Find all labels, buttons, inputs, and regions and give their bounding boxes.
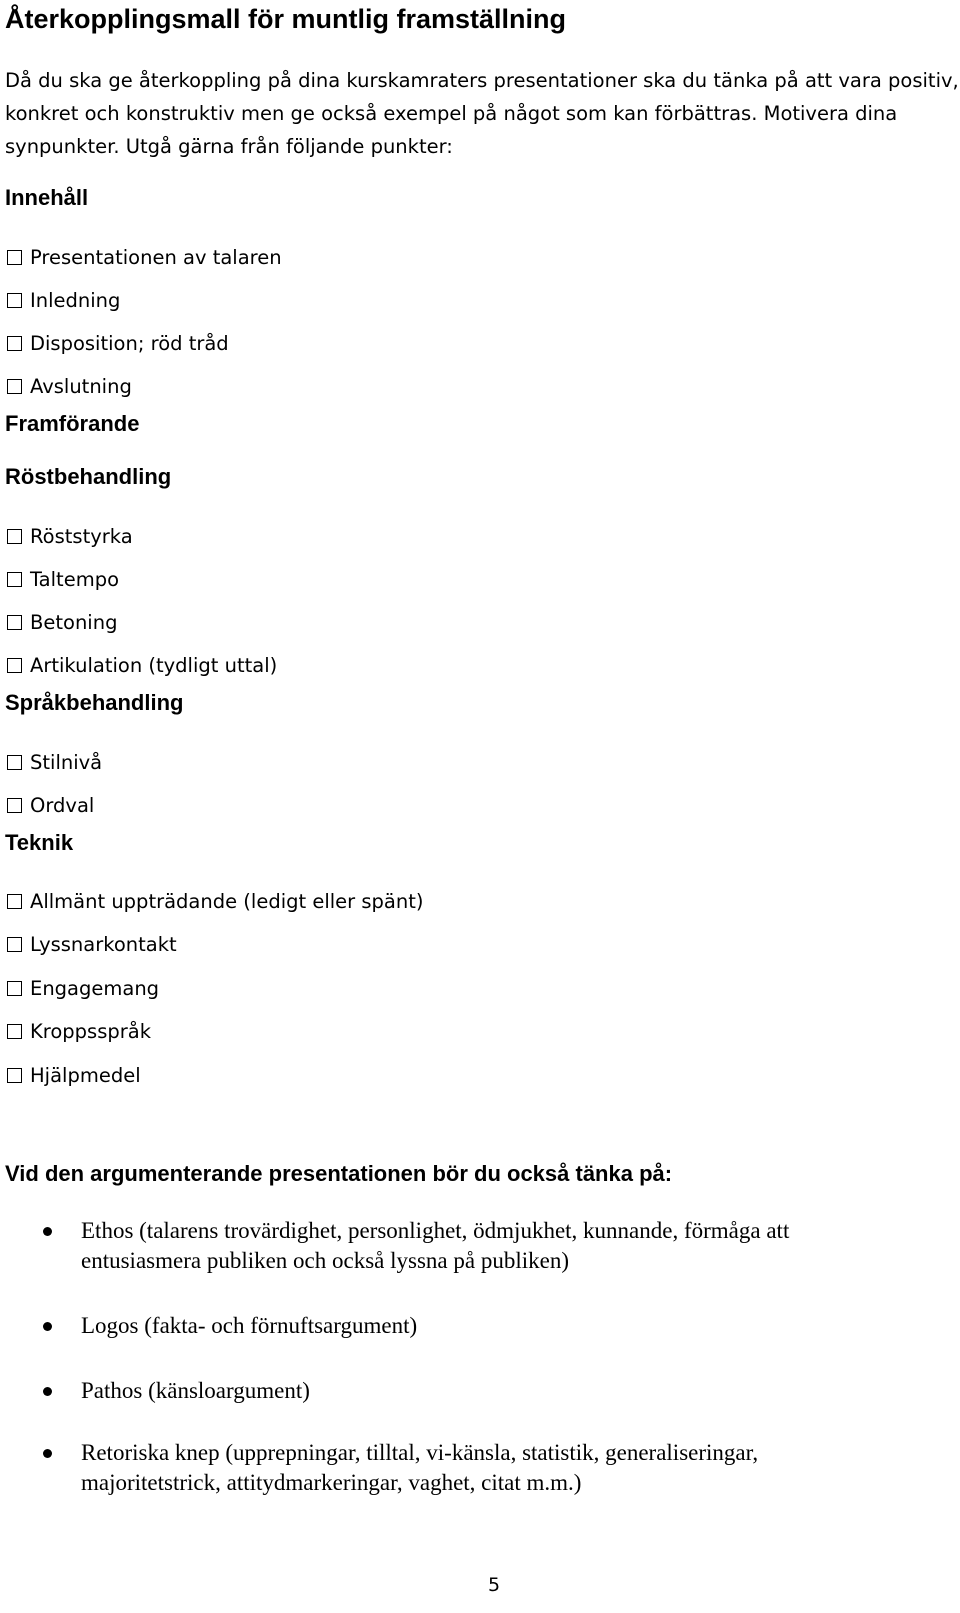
bullet-text-line: Retoriska knep (upprepningar, tilltal, vi-känsla, statistik, generaliseringar, [81, 1440, 759, 1465]
page-title: Återkopplingsmall för muntlig framställning [5, 4, 567, 34]
bullet-icon [43, 1449, 52, 1458]
checklist-item-label: Betoning [30, 610, 118, 634]
checkbox-icon[interactable] [7, 937, 22, 952]
checklist-item-label: Avslutning [30, 374, 132, 398]
bullet-text-line: entusiasmera publiken och också lyssna på publiken) [81, 1248, 569, 1273]
bullet-icon [43, 1227, 52, 1236]
argument-heading: Vid den argumenterande presentationen bör du också tänka på: [5, 1161, 673, 1186]
section-heading-sprakbehandling: Språkbehandling [5, 690, 184, 715]
checkbox-icon[interactable] [7, 379, 22, 394]
checkbox-icon[interactable] [7, 250, 22, 265]
section-heading-rostbehandling: Röstbehandling [5, 464, 172, 489]
checklist-item-label: Ordval [30, 793, 95, 817]
checklist-item[interactable] [7, 522, 133, 550]
bullet-icon [43, 1322, 52, 1331]
checkbox-icon[interactable] [7, 894, 22, 909]
checkbox-icon[interactable] [7, 658, 22, 673]
checklist-item[interactable] [7, 930, 177, 958]
checkbox-icon[interactable] [7, 529, 22, 544]
intro-line: konkret och konstruktiv men ge också exempel på något som kan förbättras. Motivera dina [5, 102, 898, 125]
checkbox-icon[interactable] [7, 798, 22, 813]
intro-line: Då du ska ge återkoppling på dina kurskamraters presentationer ska du tänka på att vara positiv, [5, 69, 959, 92]
bullet-text-line: majoritetstrick, attitydmarkeringar, vaghet, citat m.m.) [81, 1470, 582, 1495]
checklist-item-label: Allmänt uppträdande (ledigt eller spänt) [30, 889, 424, 913]
checkbox-icon[interactable] [7, 755, 22, 770]
checklist-item-label: Kroppsspråk [30, 1019, 152, 1043]
checklist-item-label: Lyssnarkontakt [30, 932, 177, 956]
checklist-item-label: Presentationen av talaren [30, 245, 282, 269]
checklist-item-label: Inledning [30, 288, 121, 312]
checkbox-icon[interactable] [7, 1068, 22, 1083]
bullet-icon [43, 1387, 52, 1396]
checklist-item[interactable] [7, 565, 119, 593]
page-number: 5 [488, 1574, 501, 1596]
checklist-item[interactable] [7, 1017, 151, 1045]
checklist-item-label: Röststyrka [30, 524, 133, 548]
checklist-item[interactable] [7, 887, 424, 915]
intro-paragraph [5, 64, 959, 163]
checkbox-icon[interactable] [7, 1024, 22, 1039]
checklist-item[interactable] [7, 748, 102, 776]
checkbox-icon[interactable] [7, 336, 22, 351]
checkbox-icon[interactable] [7, 615, 22, 630]
checklist-item[interactable] [7, 286, 120, 314]
checkbox-icon[interactable] [7, 293, 22, 308]
checklist-item-label: Engagemang [30, 976, 160, 1000]
section-heading-teknik: Teknik [5, 830, 74, 855]
section-heading-framforande: Framförande [5, 411, 140, 436]
checklist-item[interactable] [7, 651, 277, 679]
checklist-item[interactable] [7, 243, 282, 271]
bullet-text-line: Pathos (känsloargument) [81, 1378, 310, 1403]
checklist-item-label: Artikulation (tydligt uttal) [30, 653, 278, 677]
checklist-item[interactable] [7, 329, 229, 357]
checklist-item[interactable] [7, 608, 117, 636]
intro-line: synpunkter. Utgå gärna från följande punkter: [5, 135, 453, 158]
checklist-item[interactable] [7, 1061, 141, 1089]
checklist-item[interactable] [7, 974, 159, 1002]
checklist-item-label: Disposition; röd tråd [30, 331, 229, 355]
checklist-item[interactable] [7, 372, 132, 400]
checkbox-icon[interactable] [7, 572, 22, 587]
checklist-item[interactable] [7, 791, 94, 819]
checklist-item-label: Hjälpmedel [30, 1063, 141, 1087]
bullet-text-line: Logos (fakta- och förnuftsargument) [81, 1313, 418, 1338]
checklist-item-label: Taltempo [30, 567, 119, 591]
checklist-item-label: Stilnivå [30, 750, 103, 774]
bullet-text-line: Ethos (talarens trovärdighet, personlighet, ödmjukhet, kunnande, förmåga att [81, 1218, 790, 1243]
checkbox-icon[interactable] [7, 981, 22, 996]
section-heading-innehall: Innehåll [5, 185, 89, 210]
